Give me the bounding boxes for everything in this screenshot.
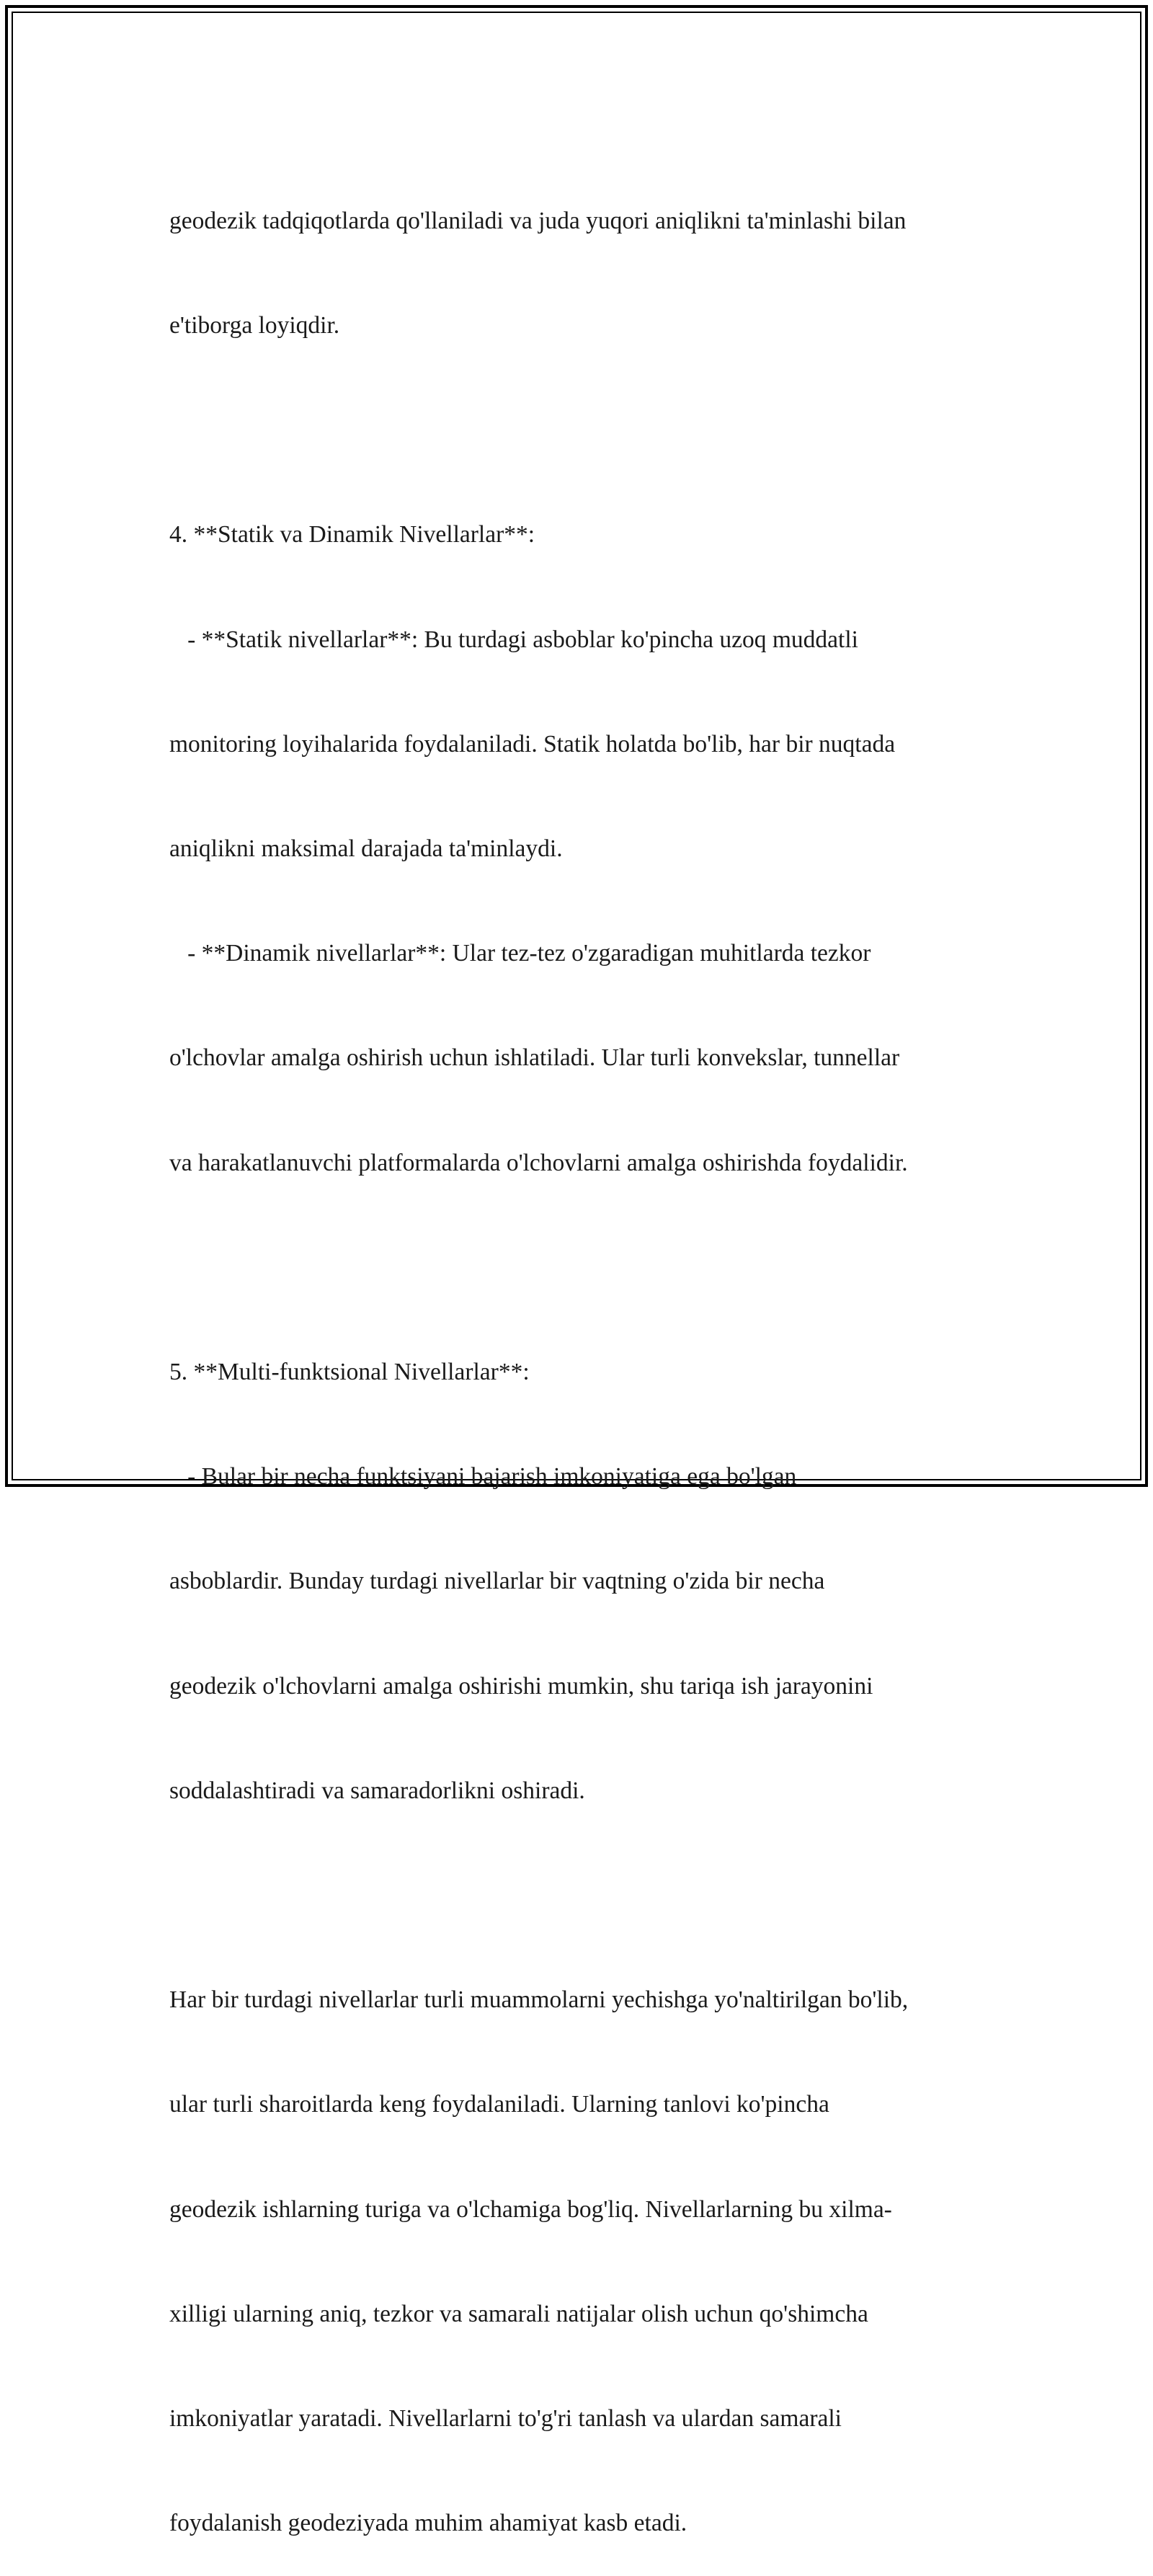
text-line: xilligi ularning aniq, tezkor va samarali natijalar olish uchun qo'shimcha bbox=[169, 2300, 868, 2327]
text-line: aniqlikni maksimal darajada ta'minlaydi. bbox=[169, 835, 563, 863]
text-line: asboblardir. Bunday turdagi nivellarlar bir vaqtning o'zida bir necha bbox=[169, 1568, 825, 1595]
section-heading: 4. **Statik va Dinamik Nivellarlar**: bbox=[169, 521, 535, 548]
text-line: Har bir turdagi nivellarlar turli muammolarni yechishga yo'naltirilgan bo'lib, bbox=[169, 1986, 909, 2014]
blank-line bbox=[169, 1251, 1005, 1285]
document-body bbox=[169, 134, 1005, 2576]
text-line: geodezik o'lchovlarni amalga oshirishi mumkin, shu tariqa ish jarayonini bbox=[169, 1672, 873, 1700]
blank-line bbox=[169, 1878, 1005, 1913]
blank-line bbox=[169, 413, 1005, 448]
text-line: - **Dinamik nivellarlar**: Ular tez-tez o'zgaradigan muhitlarda tezkor bbox=[169, 940, 871, 967]
text-line: va harakatlanuvchi platformalarda o'lchovlarni amalga oshirishda foydalidir. bbox=[169, 1149, 908, 1176]
text-line: o'lchovlar amalga oshirish uchun ishlatiladi. Ular turli konvekslar, tunnellar bbox=[169, 1044, 900, 1072]
text-line: soddalashtiradi va samaradorlikni oshiradi. bbox=[169, 1777, 585, 1804]
text-line: - Bular bir necha funktsiyani bajarish imkoniyatiga ega bo'lgan bbox=[169, 1463, 797, 1491]
text-line: ular turli sharoitlarda keng foydalaniladi. Ularning tanlovi ko'pincha bbox=[169, 2091, 829, 2118]
text-line: e'tiborga loyiqdir. bbox=[169, 312, 340, 339]
text-line: imkoniyatlar yaratadi. Nivellarlarni to'g'ri tanlash va ulardan samarali bbox=[169, 2405, 842, 2433]
text-line: - **Statik nivellarlar**: Bu turdagi asboblar ko'pincha uzoq muddatli bbox=[169, 626, 858, 653]
text-line: monitoring loyihalarida foydalaniladi. Statik holatda bo'lib, har bir nuqtada bbox=[169, 730, 896, 758]
text-line: foydalanish geodeziyada muhim ahamiyat kasb etadi. bbox=[169, 2510, 687, 2537]
section-heading: 5. **Multi-funktsional Nivellarlar**: bbox=[169, 1359, 530, 1386]
text-line: geodezik ishlarning turiga va o'lchamiga bog'liq. Nivellarlarning bu xilma- bbox=[169, 2195, 892, 2223]
text-line: geodezik tadqiqotlarda qo'llaniladi va juda yuqori aniqlikni ta'minlashi bilan bbox=[169, 207, 907, 234]
